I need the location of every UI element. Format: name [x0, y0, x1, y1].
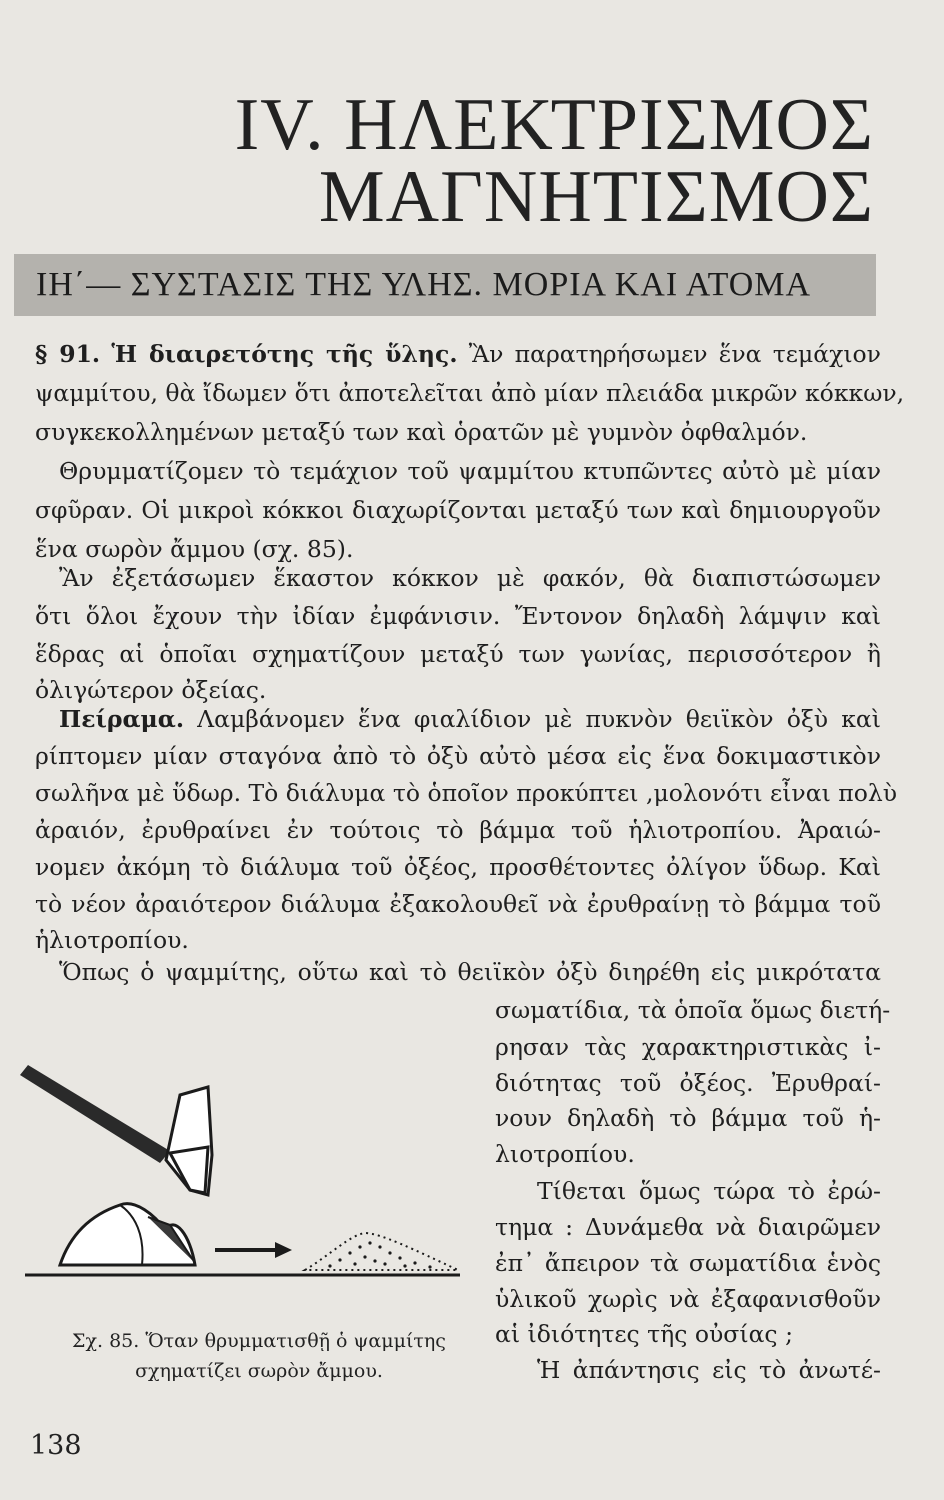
- p91-line1: [35, 340, 881, 368]
- p6-line4: ὑλικοῦ χωρὶς νὰ ἐξαφανισθοῦν: [495, 1285, 881, 1313]
- p3-line1: Ἂν ἐξετάσωμεν ἕκαστον κόκκον μὲ φακόν, θὰ διαπιστώσωμεν: [59, 564, 881, 592]
- p2-line2: σφῦραν. Οἱ μικροὶ κόκκοι διαχωρίζονται μεταξύ των καὶ δημιουργοῦν: [35, 496, 881, 524]
- exp-line3: σωλῆνα μὲ ὕδωρ. Τὸ διάλυμα τὸ ὁποῖον προκύπτει ,μολονότι εἶναι πολὺ: [35, 779, 898, 807]
- p2-line1: Θρυμματίζομεν τὸ τεμάχιον τοῦ ψαμμίτου κτυπῶντες αὐτὸ μὲ μίαν: [59, 457, 881, 485]
- p6-line5: αἱ ἰδιότητες τῆς οὐσίας ;: [495, 1320, 793, 1348]
- p3-line3: ἕδρας αἱ ὁποῖαι σχηματίζουν μεταξύ των γωνίας, περισσότερον ἢ: [35, 640, 881, 668]
- p6-line6: Ἡ ἀπάντησις εἰς τὸ ἀνωτέ-: [537, 1356, 881, 1384]
- p5-line1: Ὅπως ὁ ψαμμίτης, οὕτω καὶ τὸ θειϊκὸν ὀξὺ διηρέθη εἰς μικρότατα: [59, 958, 881, 986]
- sand-pile: [305, 1233, 458, 1270]
- exp-line7: ἡλιοτροπίου.: [35, 926, 189, 954]
- hammer-handle: [20, 1065, 170, 1163]
- p6-line2: τημα : Δυνάμεθα νὰ διαιρῶμεν: [495, 1213, 881, 1241]
- p5-right-line3: διότητας τοῦ ὀξέος. Ἐρυθραί-: [495, 1069, 881, 1097]
- p91-line2: ψαμμίτου, θὰ ἴδωμεν ὅτι ἀποτελεῖται ἀπὸ μίαν πλειάδα μικρῶν κόκκων,: [35, 379, 905, 407]
- exp-line1: [35, 705, 881, 733]
- p2-line3: ἕνα σωρὸν ἄμμου (σχ. 85).: [35, 535, 354, 563]
- exp-line6: τὸ νέον ἀραιότερον διάλυμα ἐξακολουθεῖ νὰ ἐρυθραίνῃ τὸ βάμμα τοῦ: [35, 890, 881, 918]
- p3-line4: ὀλιγώτερον ὀξείας.: [35, 676, 267, 704]
- p3-line2: ὅτι ὅλοι ἔχουν τὴν ἰδίαν ἐμφάνισιν. Ἔντονον δηλαδὴ λάμψιν καὶ: [35, 602, 881, 630]
- chapter-title-line2: ΜΑΓΝΗΤΙΣΜΟΣ: [318, 156, 874, 238]
- experiment-label: Πείραμα.: [59, 705, 185, 733]
- p6-line3: ἐπ᾿ ἄπειρον τὰ σωματίδια ἑνὸς: [495, 1249, 881, 1277]
- paragraph-title: Ἡ διαιρετότης τῆς ὕλης.: [111, 340, 458, 368]
- p5-right-line4: νουν δηλαδὴ τὸ βάμμα τοῦ ἡ-: [495, 1104, 881, 1132]
- exp-line5: νομεν ἀκόμη τὸ διάλυμα τοῦ ὀξέος, προσθέτοντες ὀλίγον ὕδωρ. Καὶ: [35, 853, 881, 881]
- exp-line4: ἀραιόν, ἐρυθραίνει ἐν τούτοις τὸ βάμμα τοῦ ἡλιοτροπίου. Ἀραιώ-: [35, 816, 881, 844]
- hammer-and-sand-figure: [20, 1065, 465, 1290]
- section-heading-band: [14, 254, 876, 316]
- chapter-title-line1: IV. ΗΛΕΚΤΡΙΣΜΟΣ: [234, 84, 874, 166]
- figure-caption-line1: Σχ. 85. Ὅταν θρυμματισθῇ ὁ ψαμμίτης: [72, 1330, 446, 1352]
- page-number: 138: [30, 1430, 82, 1461]
- p5-right-line5: λιοτροπίου.: [495, 1140, 635, 1168]
- sand-grains: [328, 1241, 431, 1268]
- p5-right-line2: ρησαν τὰς χαρακτηριστικὰς ἰ-: [495, 1033, 881, 1061]
- paragraph-number: § 91.: [35, 340, 101, 368]
- section-heading: ΙΗ΄— ΣΥΣΤΑΣΙΣ ΤΗΣ ΥΛΗΣ. ΜΟΡΙΑ ΚΑΙ ΑΤΟΜΑ: [36, 266, 812, 303]
- figure-caption-line2: σχηματίζει σωρὸν ἄμμου.: [135, 1360, 383, 1382]
- arrow-head-icon: [275, 1242, 292, 1258]
- exp-line1-text: Λαμβάνομεν ἕνα φιαλίδιον μὲ πυκνὸν θειϊκὸν ὀξὺ καὶ: [197, 705, 881, 733]
- p6-line1: Τίθεται ὅμως τώρα τὸ ἐρώ-: [537, 1177, 881, 1205]
- p5-right-line1: σωματίδια, τὰ ὁποῖα ὅμως διετή-: [495, 996, 891, 1024]
- p91-line3: συγκεκολλημένων μεταξύ των καὶ ὁρατῶν μὲ γυμνὸν ὀφθαλμόν.: [35, 418, 808, 446]
- exp-line2: ρίπτομεν μίαν σταγόνα ἀπὸ τὸ ὀξὺ αὐτὸ μέσα εἰς ἕνα δοκιμαστικὸν: [35, 742, 881, 770]
- p91-line1-text: Ἂν παρατηρήσωμεν ἕνα τεμάχιον: [468, 340, 881, 368]
